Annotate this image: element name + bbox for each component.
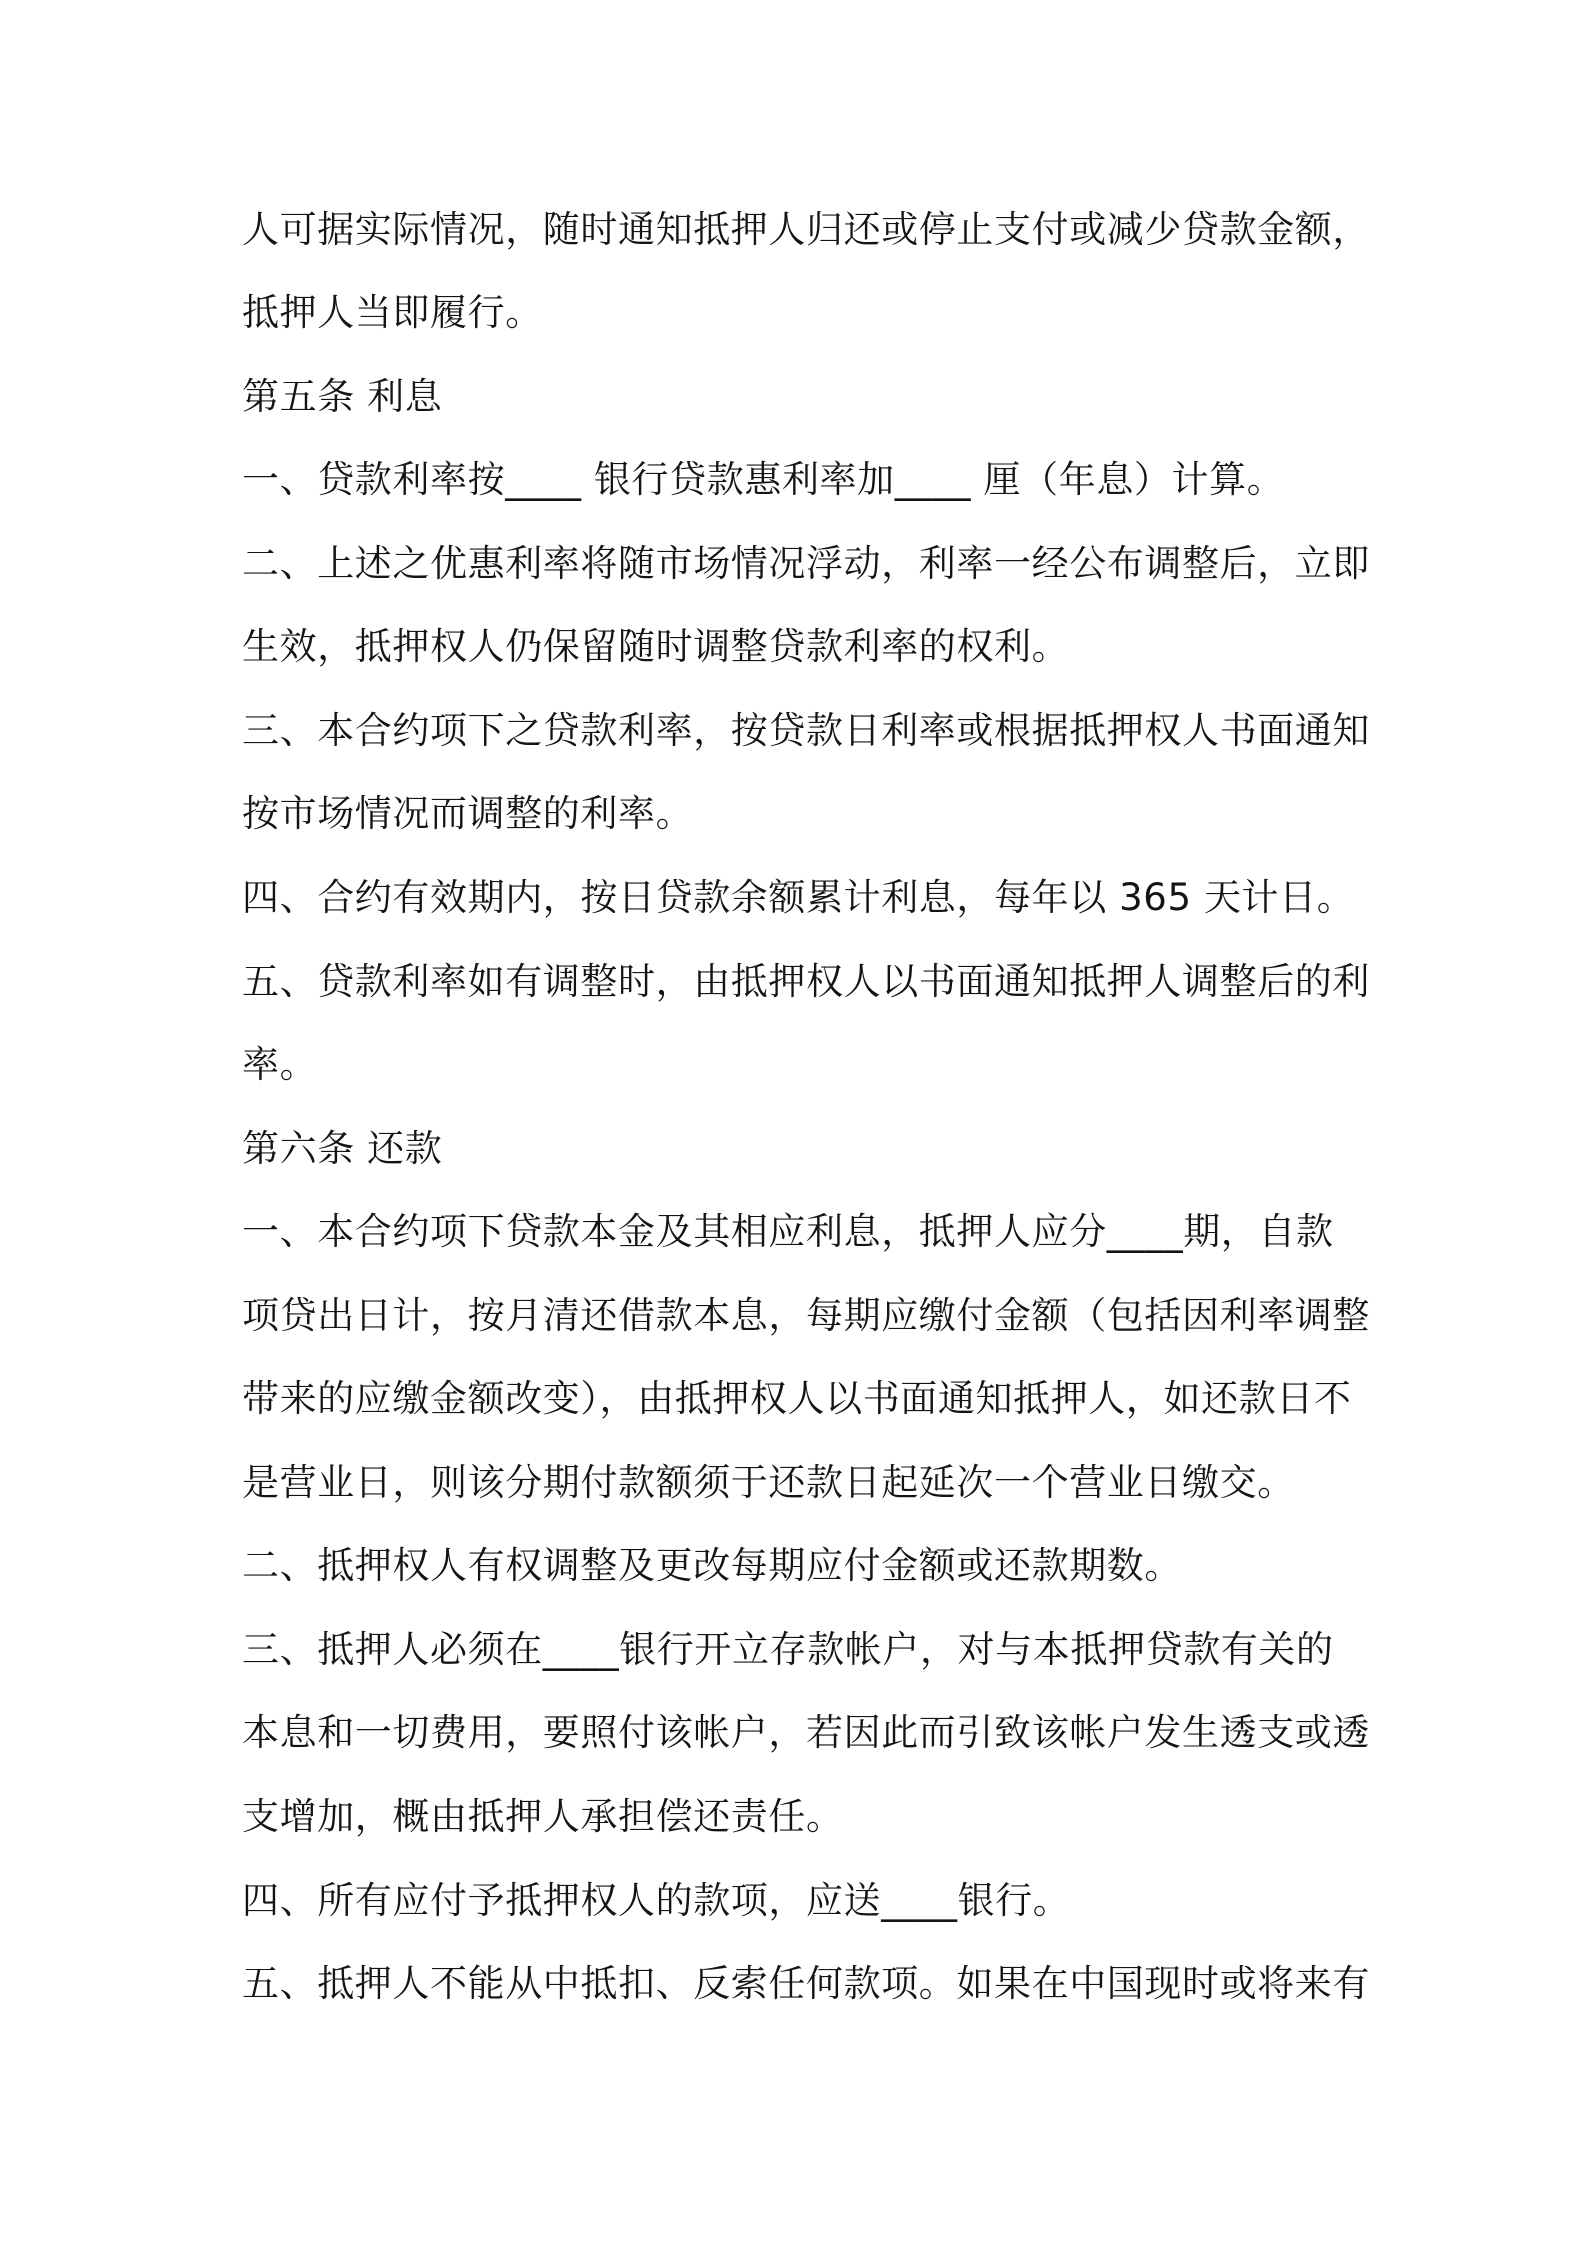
text-line: 四、合约有效期内，按日贷款余额累计利息，每年以 365 天计日。: [242, 876, 1355, 919]
section-heading-article-5: 第五条 利息: [242, 375, 443, 418]
section-heading-article-6: 第六条 还款: [242, 1127, 443, 1170]
text-line: 二、上述之优惠利率将随市场情况浮动，利率一经公布调整后，立即: [242, 542, 1370, 585]
text-line: 五、贷款利率如有调整时，由抵押权人以书面通知抵押人调整后的利: [242, 960, 1370, 1003]
text-line: 一、本合约项下贷款本金及其相应利息，抵押人应分____期，自款: [242, 1210, 1334, 1253]
text-line: 一、贷款利率按____ 银行贷款惠利率加____ 厘（年息）计算。: [242, 458, 1285, 501]
text-line: 本息和一切费用，要照付该帐户，若因此而引致该帐户发生透支或透: [242, 1711, 1370, 1754]
text-line: 按市场情况而调整的利率。: [242, 792, 694, 835]
text-line: 支增加，概由抵押人承担偿还责任。: [242, 1795, 844, 1838]
text-line: 二、抵押权人有权调整及更改每期应付金额或还款期数。: [242, 1544, 1182, 1587]
text-line: 五、抵押人不能从中抵扣、反索任何款项。如果在中国现时或将来有: [242, 1962, 1370, 2005]
text-line: 带来的应缴金额改变），由抵押权人以书面通知抵押人，如还款日不: [242, 1377, 1352, 1420]
text-line: 三、本合约项下之贷款利率，按贷款日利率或根据抵押权人书面通知: [242, 709, 1370, 752]
text-line: 率。: [242, 1043, 318, 1086]
text-line: 项贷出日计，按月清还借款本息，每期应缴付金额（包括因利率调整: [242, 1294, 1370, 1337]
text-line: 生效，抵押权人仍保留随时调整贷款利率的权利。: [242, 625, 1070, 668]
text-line: 人可据实际情况，随时通知抵押人归还或停止支付或减少贷款金额，: [242, 208, 1370, 251]
text-line: 三、抵押人必须在____银行开立存款帐户，对与本抵押贷款有关的: [242, 1628, 1334, 1671]
text-line: 四、所有应付予抵押权人的款项，应送____银行。: [242, 1879, 1071, 1922]
text-line: 抵押人当即履行。: [242, 291, 543, 334]
text-line: 是营业日，则该分期付款额须于还款日起延次一个营业日缴交。: [242, 1461, 1295, 1504]
